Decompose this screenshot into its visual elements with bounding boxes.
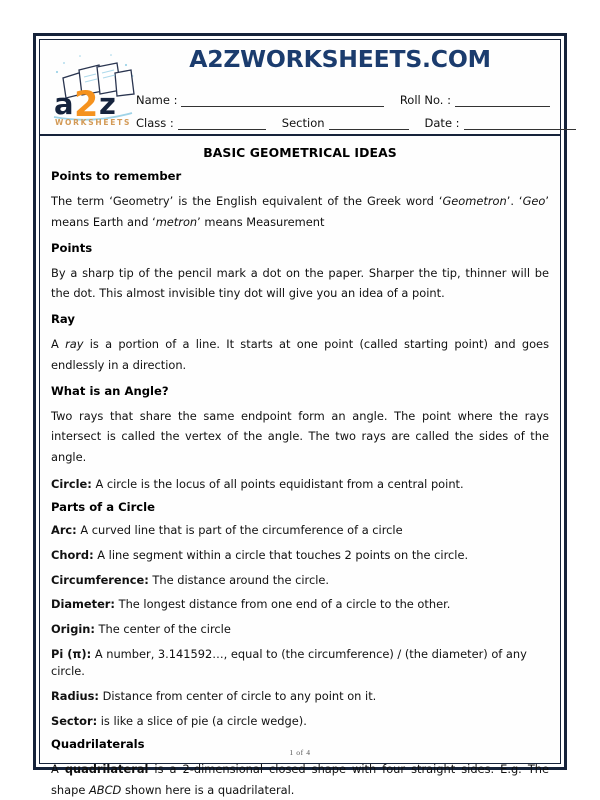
svg-text:WORKSHEETS: WORKSHEETS xyxy=(55,118,132,126)
text-fragment: ’ means Measurement xyxy=(197,214,325,229)
name-input[interactable] xyxy=(181,95,383,107)
definition-term: Radius: xyxy=(51,689,99,704)
definition-term: Circle: xyxy=(51,476,92,491)
svg-text:a: a xyxy=(54,87,74,121)
paragraph-points: By a sharp tip of the pencil mark a dot on the paper. Sharper the tip, thinner will be the dot. This almost invisible tiny dot will give you an idea of a point. xyxy=(51,265,549,301)
section-heading-ray: Ray xyxy=(51,312,75,326)
definition-text: Distance from center of circle to any point on it. xyxy=(98,689,377,704)
paragraph-angle: Two rays that share the same endpoint form an angle. The point where the rays intersect is called the vertex of the angle. The two rays are called the sides of the angle. xyxy=(51,408,549,464)
worksheet-header xyxy=(40,40,560,136)
section-heading-points: Points xyxy=(51,240,93,255)
definition-sector xyxy=(51,713,549,731)
text-fragment: The term ‘Geometry’ is the English equivalent of the Greek word ‘ xyxy=(51,194,443,208)
student-info-fields xyxy=(136,84,552,130)
italic-term-metron: metron xyxy=(155,214,198,229)
definition-term: Diameter: xyxy=(51,597,115,612)
site-brand-title: A2ZWORKSHEETS.COM xyxy=(189,45,491,73)
definition-text: A number, 3.141592…, equal to (the circumference) / (the diameter) of any circle. xyxy=(51,646,527,679)
definition-term: Origin: xyxy=(51,622,95,637)
date-label: Date : xyxy=(424,116,460,130)
paragraph-quadrilaterals xyxy=(51,759,549,800)
section-heading-quadrilaterals: Quadrilaterals xyxy=(51,737,145,752)
definition-circle xyxy=(51,476,549,494)
worksheet-content xyxy=(40,136,560,800)
page-title: BASIC GEOMETRICAL IDEAS xyxy=(203,145,397,160)
section-label: Section xyxy=(281,116,325,130)
italic-term-geo: Geo xyxy=(522,194,546,208)
definition-term: Chord: xyxy=(51,548,94,563)
page-number-footer: 1 of 4 xyxy=(289,748,311,757)
text-fragment: is a 2-dimensional closed shape with four straight sides. E.g. The shape xyxy=(51,762,549,798)
text-fragment: ’ means Earth and ‘ xyxy=(51,194,549,229)
name-label: Name : xyxy=(136,93,178,107)
definition-arc xyxy=(51,522,549,540)
class-label: Class : xyxy=(136,116,174,130)
definition-pi xyxy=(51,646,549,681)
page-inner-border xyxy=(39,39,561,798)
italic-term-ray: ray xyxy=(65,337,84,351)
text-fragment: ’. ‘ xyxy=(506,194,523,208)
definition-radius xyxy=(51,688,549,706)
paragraph-ray xyxy=(51,334,549,376)
section-heading-parts-of-a-circle: Parts of a Circle xyxy=(51,500,156,515)
definition-term: Sector: xyxy=(51,713,98,728)
definition-chord xyxy=(51,547,549,565)
roll-no-input[interactable] xyxy=(455,95,550,107)
definition-text: A line segment within a circle that touches 2 points on the circle. xyxy=(93,548,469,563)
paragraph-geometry-origin xyxy=(51,191,549,233)
section-input[interactable] xyxy=(329,118,409,130)
date-input[interactable] xyxy=(464,118,576,130)
section-heading-what-is-an-angle: What is an Angle? xyxy=(51,383,169,398)
page-frame xyxy=(33,33,567,798)
definition-text: The longest distance from one end of a circle to the other. xyxy=(114,597,451,612)
definition-text: A curved line that is part of the circumference of a circle xyxy=(76,523,403,538)
student-info-row-2 xyxy=(136,107,552,130)
italic-term-geometron: Geometron xyxy=(442,194,507,208)
definition-text: is like a slice of pie (a circle wedge). xyxy=(97,713,307,728)
text-fragment: A xyxy=(51,337,66,351)
italic-term-abcd: ABCD xyxy=(89,783,122,798)
bold-term-quadrilateral: quadrilateral xyxy=(64,762,149,777)
roll-no-label: Roll No. : xyxy=(399,93,451,107)
text-fragment: is a portion of a line. It starts at one point (called starting point) and goes endlessly in a direction. xyxy=(51,337,549,372)
a2z-worksheets-logo xyxy=(51,50,137,126)
definition-circumference xyxy=(51,572,549,590)
svg-text:2: 2 xyxy=(74,85,99,125)
definition-text: A circle is the locus of all points equidistant from a central point. xyxy=(91,476,464,491)
text-fragment: shown here is a quadrilateral. xyxy=(121,783,295,798)
definition-term: Arc: xyxy=(51,523,77,538)
definition-term: Pi (π): xyxy=(51,646,92,661)
section-heading-points-to-remember: Points to remember xyxy=(51,169,182,183)
definition-term: Circumference: xyxy=(51,572,149,587)
definition-origin xyxy=(51,621,549,639)
class-input[interactable] xyxy=(178,118,266,130)
student-info-row-1 xyxy=(136,84,552,107)
svg-text:z: z xyxy=(99,87,116,121)
definition-text: The center of the circle xyxy=(94,622,231,637)
definition-diameter xyxy=(51,596,549,614)
text-fragment: A xyxy=(51,762,65,777)
definition-text: The distance around the circle. xyxy=(148,572,329,587)
